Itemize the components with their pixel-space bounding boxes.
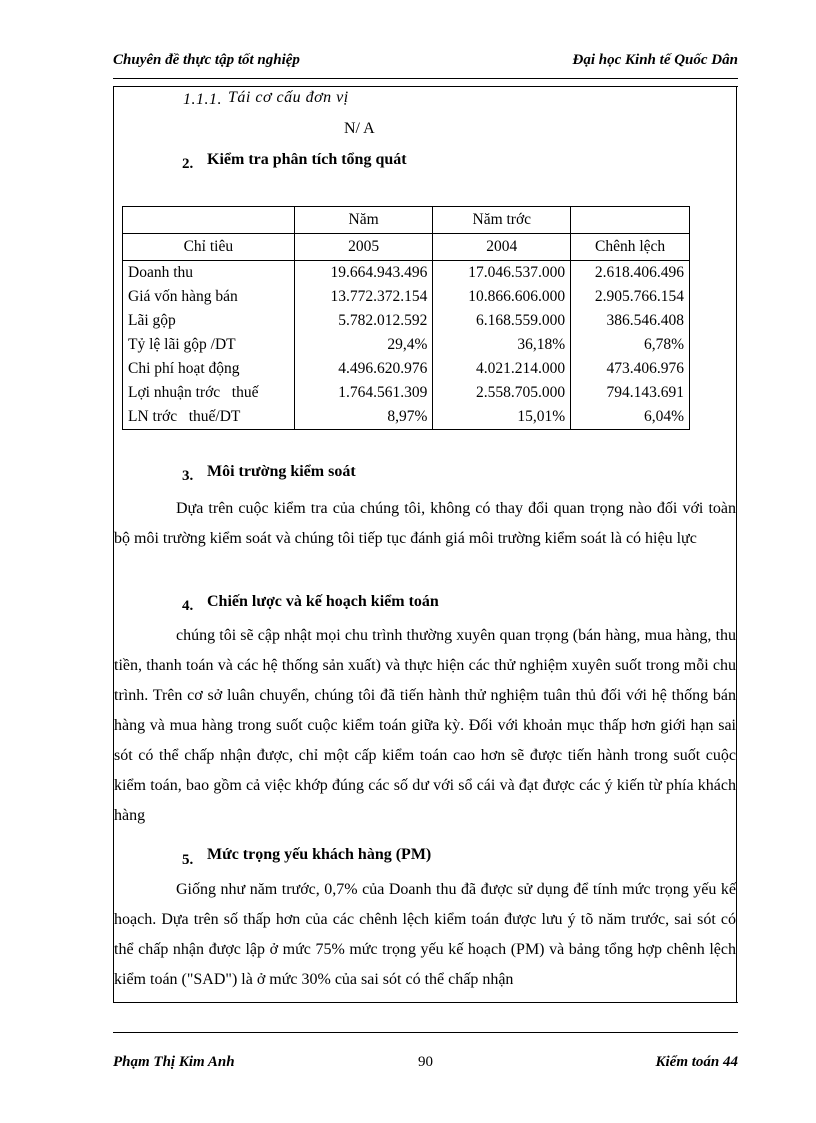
table-row xyxy=(123,357,690,381)
table-cell: 5.782.012.592 xyxy=(294,309,433,333)
table-header-cell: Năm trớc xyxy=(433,207,571,234)
section-4-number: 4. xyxy=(182,598,194,614)
paragraph-first-line: chúng tôi sẽ cập nhật mọi chu trình thường xuyên quan trọng (bán hàng, mua xyxy=(176,627,673,644)
table-cell: 2.558.705.000 xyxy=(433,381,571,405)
section-2-title: Kiểm tra phân tích tổng quát xyxy=(207,151,407,168)
footer-right: Kiểm toán 44 xyxy=(655,1054,738,1070)
section-5-paragraph xyxy=(114,875,736,995)
page-footer xyxy=(113,1054,738,1076)
table-cell: 386.546.408 xyxy=(571,309,690,333)
table-cell: Chi phí hoạt động xyxy=(123,357,295,381)
paragraph-text: hàng, thu tiền, thanh toán và các hệ thống sản xuất) và thực hiện các thử nghiệm xuyên suốt trong mỗi chu trình. Trên cơ sở luân chuyển, chúng tôi đã tiến hành thử nghiệm tuân thủ đối với hệ thống bán hàng và mua hàng trong suốt cuộc kiểm toán giữa kỳ. Đối với khoản mục thấp hơn giới hạn sai sót có thể chấp nhận được, chỉ một cấp kiểm toán cao hơn sẽ được tiến hành trong suốt cuộc kiểm toán, bao gồm cả việc khớp đúng các số dư với sổ cái và đạt được các ý kiến từ phía khách hàng xyxy=(114,627,737,824)
footer-rule xyxy=(113,1032,738,1033)
section-3-title: Môi trường kiểm soát xyxy=(207,463,356,480)
table-row xyxy=(123,405,690,430)
section-5-number: 5. xyxy=(182,852,194,868)
table-cell: Giá vốn hàng bán xyxy=(123,285,295,309)
table-header-cell xyxy=(123,207,295,234)
table-row xyxy=(123,309,690,333)
header-left: Chuyên đề thực tập tốt nghiệp xyxy=(113,52,300,68)
table-header-cell: 2004 xyxy=(433,234,571,261)
table-cell: 794.143.691 xyxy=(571,381,690,405)
table-cell: Tỷ lệ lãi gộp /DT xyxy=(123,333,295,357)
table-cell: Lợi nhuận trớc thuế xyxy=(123,381,295,405)
table-cell: 19.664.943.496 xyxy=(294,261,433,286)
paragraph-text: yếu kế hoạch. Dựa trên số thấp hơn của các chênh lệch kiểm toán được lưu ý tõ năm trước, sai sót có thể chấp nhận được lập ở mức 75% mức trọng yếu kế hoạch (PM) và bảng tổng hợp chênh lệch kiểm toán ("SAD") là ở mức 30% của sai sót có thể chấp nhận xyxy=(114,881,737,988)
table-header-cell: Chênh lệch xyxy=(571,234,690,261)
table-cell: 8,97% xyxy=(294,405,433,430)
section-3-paragraph xyxy=(114,494,736,554)
table-cell: 10.866.606.000 xyxy=(433,285,571,309)
table-header-row-2 xyxy=(123,234,690,261)
table-cell: 29,4% xyxy=(294,333,433,357)
table-cell: 4.021.214.000 xyxy=(433,357,571,381)
section-4-title: Chiến lược và kế hoạch kiểm toán xyxy=(207,593,439,610)
table-cell: LN trớc thuế/DT xyxy=(123,405,295,430)
financial-table xyxy=(122,206,690,430)
frame-bottom-border xyxy=(113,1002,738,1003)
table-cell: 6,78% xyxy=(571,333,690,357)
table-cell: Doanh thu xyxy=(123,261,295,286)
table-row xyxy=(123,285,690,309)
table-cell: 2.618.406.496 xyxy=(571,261,690,286)
header-right: Đại học Kinh tế Quốc Dân xyxy=(572,52,738,68)
table-header-cell: Chỉ tiêu xyxy=(123,234,295,261)
table-header-cell: Năm xyxy=(294,207,433,234)
table-cell: 36,18% xyxy=(433,333,571,357)
page-number: 90 xyxy=(418,1054,433,1070)
table-cell: 17.046.537.000 xyxy=(433,261,571,286)
footer-author: Phạm Thị Kim Anh xyxy=(113,1054,235,1070)
table-cell: 13.772.372.154 xyxy=(294,285,433,309)
header-rule xyxy=(113,78,738,79)
section-4-paragraph xyxy=(114,621,736,831)
table-cell: Lãi gộp xyxy=(123,309,295,333)
table-header-cell xyxy=(571,207,690,234)
table-row xyxy=(123,261,690,286)
subsection-number: 1.1.1. xyxy=(183,91,222,108)
paragraph-first-line: Dựa trên cuộc kiểm tra của chúng tôi, không có thay đổi quan trọng nào đối với xyxy=(176,500,704,517)
table-row xyxy=(123,333,690,357)
table-cell: 4.496.620.976 xyxy=(294,357,433,381)
table-cell: 2.905.766.154 xyxy=(571,285,690,309)
paragraph-first-line: Giống như năm trước, 0,7% của Doanh thu đã được sử dụng để tính mức trọng xyxy=(176,881,689,898)
table-header-row-1 xyxy=(123,207,690,234)
section-2-number: 2. xyxy=(182,156,194,172)
section-5-title: Mức trọng yếu khách hàng (PM) xyxy=(207,846,432,863)
table-cell: 15,01% xyxy=(433,405,571,430)
table-header-cell: 2005 xyxy=(294,234,433,261)
subsection-value: N/ A xyxy=(344,120,375,137)
table-row xyxy=(123,381,690,405)
table-cell: 6.168.559.000 xyxy=(433,309,571,333)
paragraph-text: toàn bộ môi trường kiểm soát và chúng tôi tiếp tục đánh giá môi trường kiểm soát là có hiệu lực xyxy=(114,500,737,547)
section-3-number: 3. xyxy=(182,468,194,484)
subsection-title: Tái cơ cấu đơn vị xyxy=(228,89,349,106)
table-cell: 1.764.561.309 xyxy=(294,381,433,405)
table-cell: 6,04% xyxy=(571,405,690,430)
page-header xyxy=(113,52,738,74)
table-cell: 473.406.976 xyxy=(571,357,690,381)
